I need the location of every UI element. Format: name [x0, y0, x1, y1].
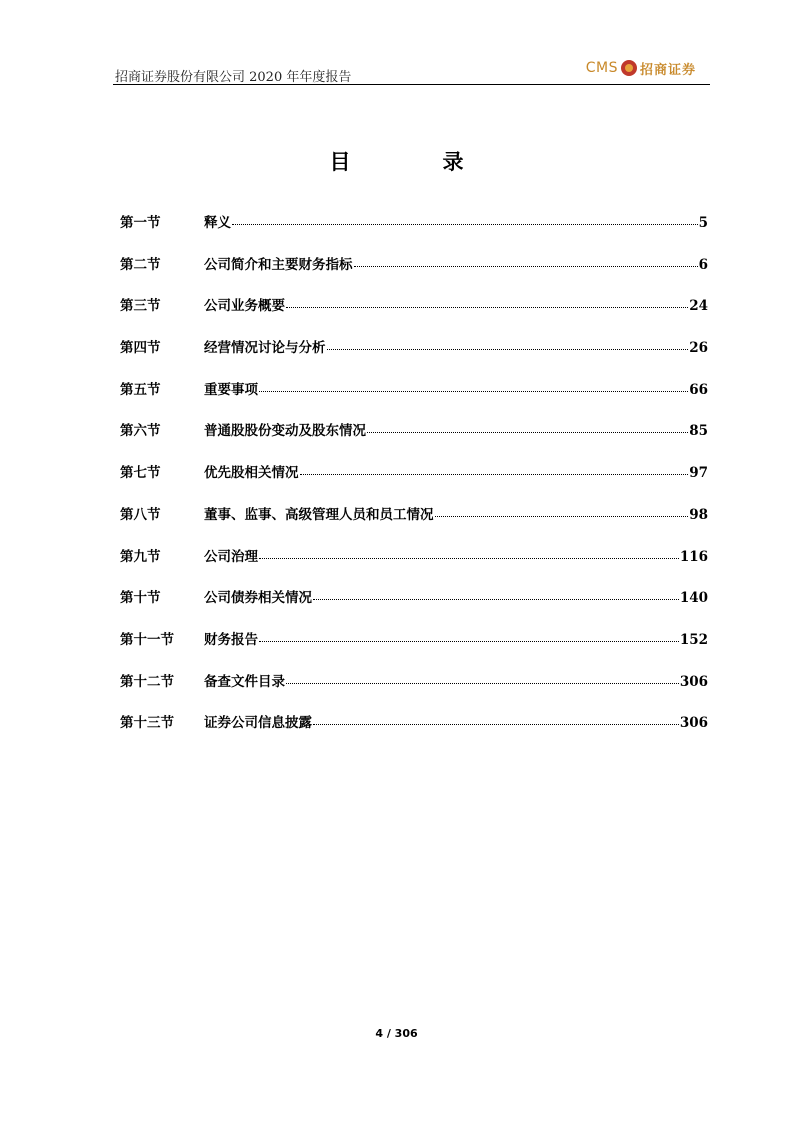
toc-entry-section: 第七节: [120, 465, 161, 482]
page-number: 4 / 306: [375, 1027, 418, 1040]
toc-entry[interactable]: [120, 628, 708, 670]
toc-entry-leader: [435, 516, 689, 517]
toc-entry-section: 第八节: [120, 506, 161, 523]
toc-entry-leader: [367, 432, 688, 433]
toc-entry[interactable]: [120, 711, 708, 753]
toc-entry-page: 6: [698, 256, 708, 273]
toc-entry-leader: [286, 307, 688, 308]
toc-entry-section: 第十节: [120, 590, 161, 607]
toc-entry-section: 第一节: [120, 215, 161, 231]
toc-entry[interactable]: [120, 503, 708, 545]
toc-entry-section: 第三节: [120, 298, 161, 315]
toc-entry-title: 经营情况讨论与分析: [204, 340, 326, 357]
toc-entry-page: 116: [679, 548, 708, 565]
toc-entry[interactable]: [120, 378, 708, 420]
toc-entry-section: 第二节: [120, 256, 161, 273]
toc-entry-section: 第六节: [120, 423, 161, 440]
toc-entry[interactable]: [120, 545, 708, 587]
toc-entry[interactable]: [120, 336, 708, 378]
toc-entry-page: 140: [679, 590, 708, 607]
toc-entry[interactable]: [120, 211, 708, 253]
toc-entry-page: 26: [689, 340, 708, 357]
toc-entry-leader: [286, 683, 679, 684]
toc-entry-page: 66: [689, 381, 708, 398]
toc-entry-title: 公司债券相关情况: [204, 590, 312, 607]
toc-entry-section: 第九节: [120, 548, 161, 565]
toc-heading: [0, 146, 793, 176]
toc-entry[interactable]: [120, 253, 708, 295]
toc-entry-leader: [300, 474, 689, 475]
toc-entry-section: 第五节: [120, 381, 161, 398]
toc-entry[interactable]: [120, 419, 708, 461]
toc-entry-title: 董事、监事、高级管理人员和员工情况: [204, 506, 434, 523]
toc-entry-title: 证券公司信息披露: [204, 715, 312, 732]
toc-entry-page: 5: [698, 215, 708, 231]
toc-entry-title: 财务报告: [204, 631, 258, 648]
toc-entry-title: 重要事项: [204, 381, 258, 398]
toc-entry-page: 85: [689, 423, 708, 440]
toc-entry-title: 优先股相关情况: [204, 465, 299, 482]
logo-cms-text: CMS: [585, 60, 618, 76]
toc-entry-leader: [232, 224, 698, 225]
logo-company-name: 招商证券: [639, 62, 696, 78]
toc-entry[interactable]: [120, 586, 708, 628]
company-logo: [586, 59, 696, 77]
toc-entry-page: 98: [689, 506, 708, 523]
toc-entry-page: 306: [679, 673, 708, 690]
toc-entry-section: 第十二节: [120, 673, 174, 690]
logo-emblem-icon: [621, 60, 637, 76]
toc-entry-title: 公司业务概要: [204, 298, 285, 315]
toc-entry-title: 普通股股份变动及股东情况: [204, 423, 366, 440]
toc-entry-leader: [259, 391, 688, 392]
toc-entry-section: 第十一节: [120, 631, 174, 648]
toc-entry[interactable]: [120, 294, 708, 336]
toc-entry-leader: [354, 266, 698, 267]
toc-entry-title: 公司治理: [204, 548, 258, 565]
toc-entry-leader: [313, 724, 679, 725]
toc-entry[interactable]: [120, 461, 708, 503]
toc-entry-section: 第十三节: [120, 715, 174, 732]
toc-entry-leader: [327, 349, 689, 350]
report-title: 招商证券股份有限公司 2020 年年度报告: [115, 70, 352, 85]
page-header: [113, 58, 710, 85]
toc-entry-title: 释义: [204, 215, 231, 231]
toc-entry-page: 24: [689, 298, 708, 315]
toc-entry-title: 备查文件目录: [204, 673, 285, 690]
toc-heading-left: 目: [329, 149, 351, 174]
toc-heading-right: 录: [442, 149, 464, 174]
toc-entry-leader: [259, 641, 679, 642]
toc-entry-leader: [313, 599, 679, 600]
toc-entry-leader: [259, 558, 679, 559]
table-of-contents: [120, 211, 708, 753]
toc-entry-page: 97: [689, 465, 708, 482]
toc-entry-page: 152: [679, 631, 708, 648]
toc-entry-title: 公司简介和主要财务指标: [204, 256, 353, 273]
toc-entry-page: 306: [679, 715, 708, 732]
toc-entry[interactable]: [120, 670, 708, 712]
toc-entry-section: 第四节: [120, 340, 161, 357]
